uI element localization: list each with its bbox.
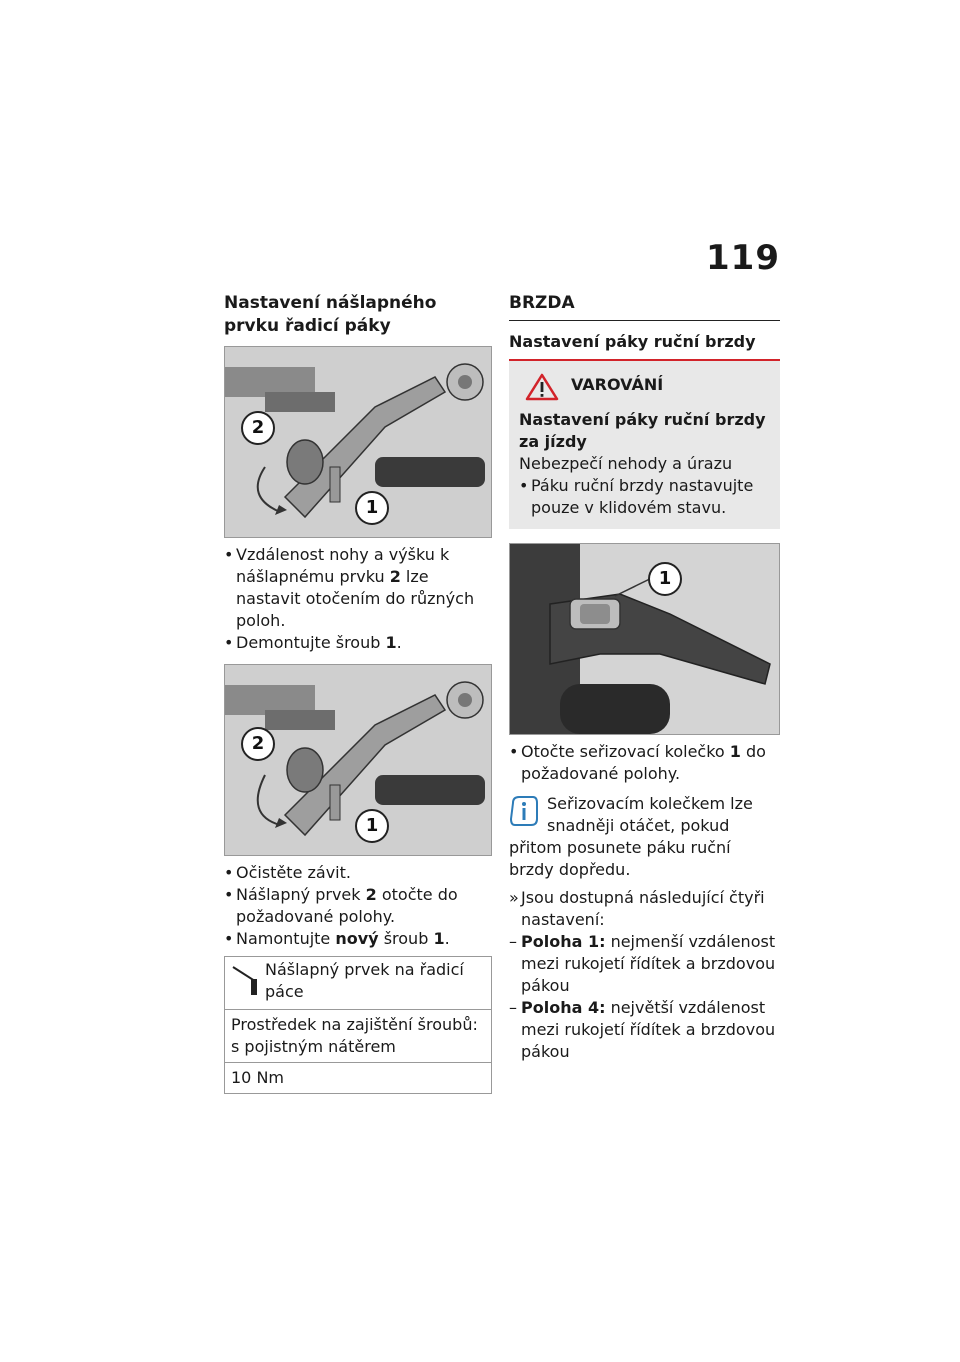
steps-list-2 <box>224 862 492 950</box>
left-column <box>224 292 492 1094</box>
callout-1: 1 <box>355 491 389 525</box>
warning-box <box>509 361 780 529</box>
torque-spec-agent: Prostředek na zajištění šroubů: s pojistným nátěrem <box>225 1010 491 1063</box>
list-item: • Očistěte závit. <box>224 862 492 884</box>
list-item: • Nášlapný prvek 2 otočte do požadované polohy. <box>224 884 492 928</box>
warning-label: VAROVÁNÍ <box>571 375 664 394</box>
info-note <box>509 793 780 881</box>
warning-list <box>519 475 770 519</box>
warning-triangle-icon <box>525 373 559 401</box>
warning-text: Nebezpečí nehody a úrazu <box>519 454 733 473</box>
info-icon <box>509 795 539 829</box>
callout-1: 1 <box>648 562 682 596</box>
brake-steps-list <box>509 741 780 785</box>
torque-spec-title: Nášlapný prvek na řadicí páce <box>265 960 464 1001</box>
list-item: • Namontujte nový šroub 1. <box>224 928 492 950</box>
brake-lever-illustration <box>510 544 779 734</box>
warning-title: Nastavení páky ruční brzdy za jízdy <box>519 410 766 451</box>
shift-lever-figure-1 <box>224 346 492 538</box>
page-number: 119 <box>706 238 780 278</box>
callout-2: 2 <box>241 727 275 761</box>
steps-list-1 <box>224 544 492 654</box>
list-item: • Otočte seřizovací kolečko 1 do požadované polohy. <box>509 741 780 785</box>
section-heading: Nastavení nášlapného prvku řadicí páky <box>224 293 437 336</box>
list-item: • Demontujte šroub 1. <box>224 632 492 654</box>
brake-lever-figure <box>509 543 780 735</box>
subsection-title: Nastavení páky ruční brzdy <box>509 331 780 361</box>
list-item: – Poloha 4: největší vzdálenost mezi rukojetí řídítek a brzdovou pákou <box>509 997 780 1063</box>
torque-spec-header <box>225 957 491 1010</box>
torque-spec-value: 10 Nm <box>231 1068 284 1087</box>
warning-header <box>519 371 770 401</box>
list-item: • Vzdálenost nohy a výšku k nášlapnému prvku 2 lze nastavit otočením do různých poloh. <box>224 544 492 632</box>
torque-spec-box <box>224 956 492 1094</box>
info-note-text: Seřizovacím kolečkem lze snadněji otáčet, pokud přitom posunete páku ruční brzdy dopředu. <box>509 794 753 879</box>
torque-wrench-icon <box>231 963 259 997</box>
callout-1: 1 <box>355 809 389 843</box>
section-title: BRZDA <box>509 292 780 321</box>
shift-lever-figure-2 <box>224 664 492 856</box>
list-item: • Páku ruční brzdy nastavujte pouze v klidovém stavu. <box>519 475 770 519</box>
settings-intro: » Jsou dostupná následující čtyři nastavení: <box>509 887 780 931</box>
list-item: – Poloha 1: nejmenší vzdálenost mezi rukojetí řídítek a brzdovou pákou <box>509 931 780 997</box>
right-column <box>509 292 780 1063</box>
callout-2: 2 <box>241 411 275 445</box>
